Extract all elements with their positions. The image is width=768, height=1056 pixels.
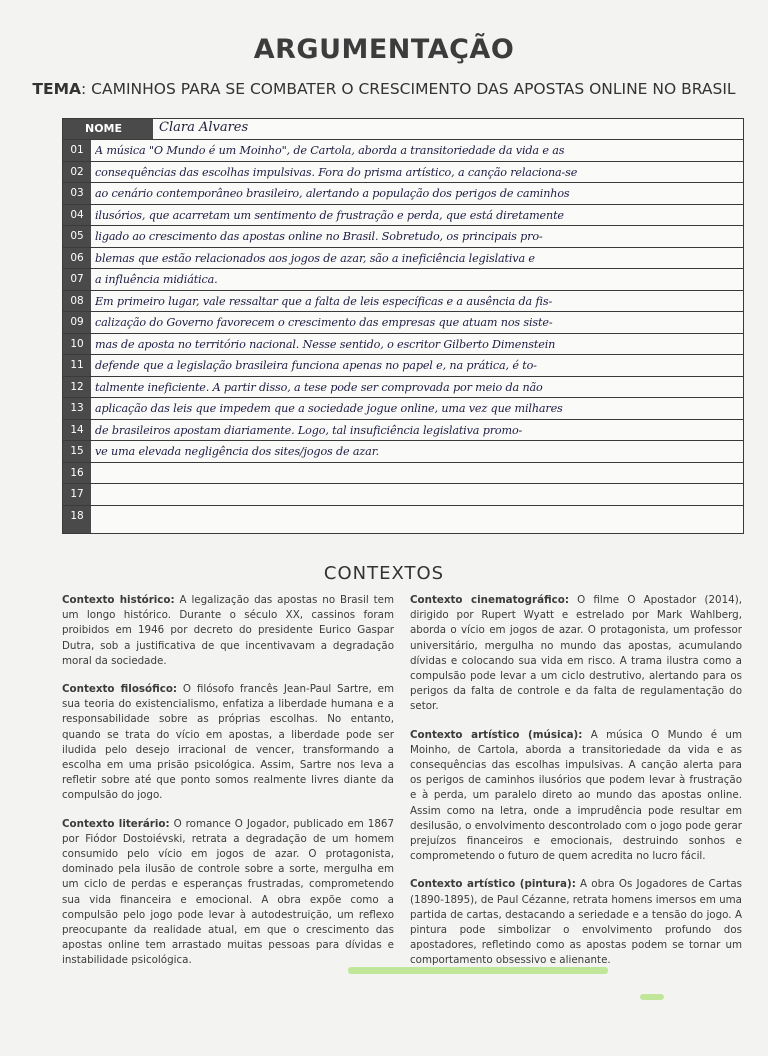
essay-line [63,182,743,204]
line-number: 03 [70,187,84,199]
essay-line [63,440,743,462]
highlighter-mark [348,967,608,974]
handwritten-text: ligado ao crescimento das apostas online no Brasil. Sobretudo, os principais pro- [95,230,543,243]
context-label: Contexto histórico: [62,594,175,606]
essay-line [63,397,743,419]
essay-line [63,505,743,527]
line-number: 08 [70,294,84,307]
page-title: ARGUMENTAÇÃO [253,34,515,65]
context-label: Contexto literário: [62,817,170,830]
line-number: 06 [70,251,84,264]
essay-line [63,483,743,505]
handwritten-text: Em primeiro lugar, vale ressaltar que a falta de leis específicas e a ausência da fis- [95,294,553,308]
handwritten-text: ao cenário contemporâneo brasileiro, alertando a população dos perigos de caminhos [95,187,570,200]
line-number: 02 [70,165,84,178]
name-label: NOME [63,119,153,139]
handwritten-text: talmente ineficiente. A partir disso, a tese pode ser comprovada por meio da não [95,380,543,394]
handwritten-text: ve uma elevada negligência dos sites/jogos de azar. [95,445,380,458]
essay-line [63,247,743,269]
essay-line [63,376,743,398]
context-text: O filósofo francês Jean-Paul Sartre, em sua teoria do existencialismo, enfatiza a liberdade humana e a responsabilidade sobre as próprias escolhas. No entanto, quando se trata do vício em apostas, a liberdade pode ser iludida pelo desejo irracional de vencer, transformando a escolha em uma prisão psicológica. Assim, Sartre nos leva a refletir sobre até que ponto somos realmente livres diante da compulsão do jogo. [62,683,395,802]
context-text: A música O Mundo é um Moinho, de Cartola, aborda a transitoriedade da vida e as consequências das escolhas impulsivas. A canção alerta para os perigos de caminhos ilusórios que podem levar à frustração e à perda, um paralelo direto ao mundo das apostas online. Assim como na letra, onde a imprudência pode resultar em desilusão, o envolvimento descontrolado com o jogo pode gerar prejuízos financeiros e emocionais, destruindo sonhos e comprometendo o futuro de quem acredita no lucro fácil. [410,728,742,863]
context-paragraph [410,728,742,865]
essay-sheet [62,118,744,534]
essay-line [63,204,743,226]
line-number: 18 [70,509,84,522]
essay-line [63,268,743,290]
context-label: Contexto artístico (pintura): [410,878,576,891]
line-number: 14 [70,423,84,436]
essay-line [63,139,743,161]
essay-line [63,462,743,484]
essay-line [63,354,743,376]
context-text: O filme O Apostador (2014), dirigido por Rupert Wyatt e estrelado por Mark Wahlberg, aborda o vício em jogos de azar. O protagonista, um professor universitário, mergulha no mundo das apostas, acumulando dívidas e colocando sua vida em risco. A trama ilustra como a compulsão pode levar a um ciclo destrutivo, alertando para os perigos da falta de controle e da falta de regulamentação do setor. [410,594,742,713]
context-text: O romance O Jogador, publicado em 1867 por Fiódor Dostoiévski, retrata a degradação de um homem consumido pelo vício em jogos de azar. O protagonista, dominado pela ilusão de controle sobre a sorte, mergulha em um ciclo de perdas e esperanças frustradas, comprometendo sua vida financeira e emocional. A obra expõe como a compulsão pelo jogo pode levar à autodestruição, um reflexo preocupante da realidade atual, em que o crescimento das apostas online tem arrastado muitas pessoas para dívidas e instabilidade psicológica. [62,817,395,967]
context-paragraph [62,593,394,669]
line-number: 11 [70,359,84,371]
essay-line [63,161,743,183]
line-number: 07 [70,273,84,285]
handwritten-text: de brasileiros apostam diariamente. Logo, tal insuficiência legislativa promo- [95,423,523,437]
student-name: Clara Alvares [159,120,249,135]
highlighter-mark [640,994,664,1000]
line-number: 01 [70,144,84,156]
context-text: A obra Os Jogadores de Cartas (1890-1895), de Paul Cézanne, retrata homens imersos em uma partida de cartas, destacando a seriedade e a tensão do jogo. A pintura pode simbolizar o envolvimento profundo dos apostadores, refletindo como as apostas podem se tornar um comportamento obsessivo e alienante. [410,878,743,967]
context-text: A legalização das apostas no Brasil tem um longo histórico. Durante o século XX, cassinos foram proibidos em 1946 por decreto do presidente Eurico Gaspar Dutra, sob a justificativa de que incentivavam a degradação moral da sociedade. [62,594,395,667]
contexts-right-column [410,593,742,982]
handwritten-text: a influência midiática. [95,273,218,286]
contexts-title: CONTEXTOS [323,563,445,584]
line-number: 09 [70,316,84,328]
essay-line [63,225,743,247]
theme-line [0,80,768,98]
handwritten-text: ilusórios, que acarretam um sentimento de frustração e perda, que está diretamente [95,208,564,222]
context-label: Contexto artístico (música): [410,728,583,741]
handwritten-text: consequências das escolhas impulsivas. Fora do prisma artístico, a canção relaciona-se [95,165,578,179]
context-paragraph [410,593,742,715]
essay-line [63,333,743,355]
handwritten-text: calização do Governo favorecem o crescimento das empresas que atuam nos siste- [95,316,553,329]
handwritten-text: aplicação das leis que impedem que a sociedade jogue online, uma vez que milhares [95,402,563,415]
handwritten-text: defende que a legislação brasileira funciona apenas no papel e, na prática, é to- [95,359,537,372]
line-number: 16 [70,466,84,479]
context-paragraph [62,682,394,804]
handwritten-text: mas de aposta no território nacional. Nesse sentido, o escritor Gilberto Dimenstein [95,337,556,351]
line-number: 12 [70,380,84,393]
line-number: 05 [70,230,84,242]
theme-text: : CAMINHOS PARA SE COMBATER O CRESCIMENTO DAS APOSTAS ONLINE NO BRASIL [81,80,736,98]
line-number: 15 [70,445,84,457]
handwritten-text: A música "O Mundo é um Moinho", de Cartola, aborda a transitoriedade da vida e as [95,144,565,157]
essay-line [63,419,743,441]
context-label: Contexto cinematográfico: [410,594,569,606]
name-row [63,119,743,139]
handwritten-text: blemas que estão relacionados aos jogos de azar, são a ineficiência legislativa e [95,251,535,265]
theme-label: TEMA [32,80,82,98]
line-number: 10 [70,337,84,350]
context-paragraph [410,877,742,968]
line-number: 04 [70,208,84,221]
line-number: 17 [70,488,84,500]
context-paragraph [62,817,394,969]
essay-line [63,311,743,333]
context-label: Contexto filosófico: [62,683,178,696]
line-number: 13 [70,402,84,414]
contexts-left-column [62,593,394,982]
essay-line [63,290,743,312]
